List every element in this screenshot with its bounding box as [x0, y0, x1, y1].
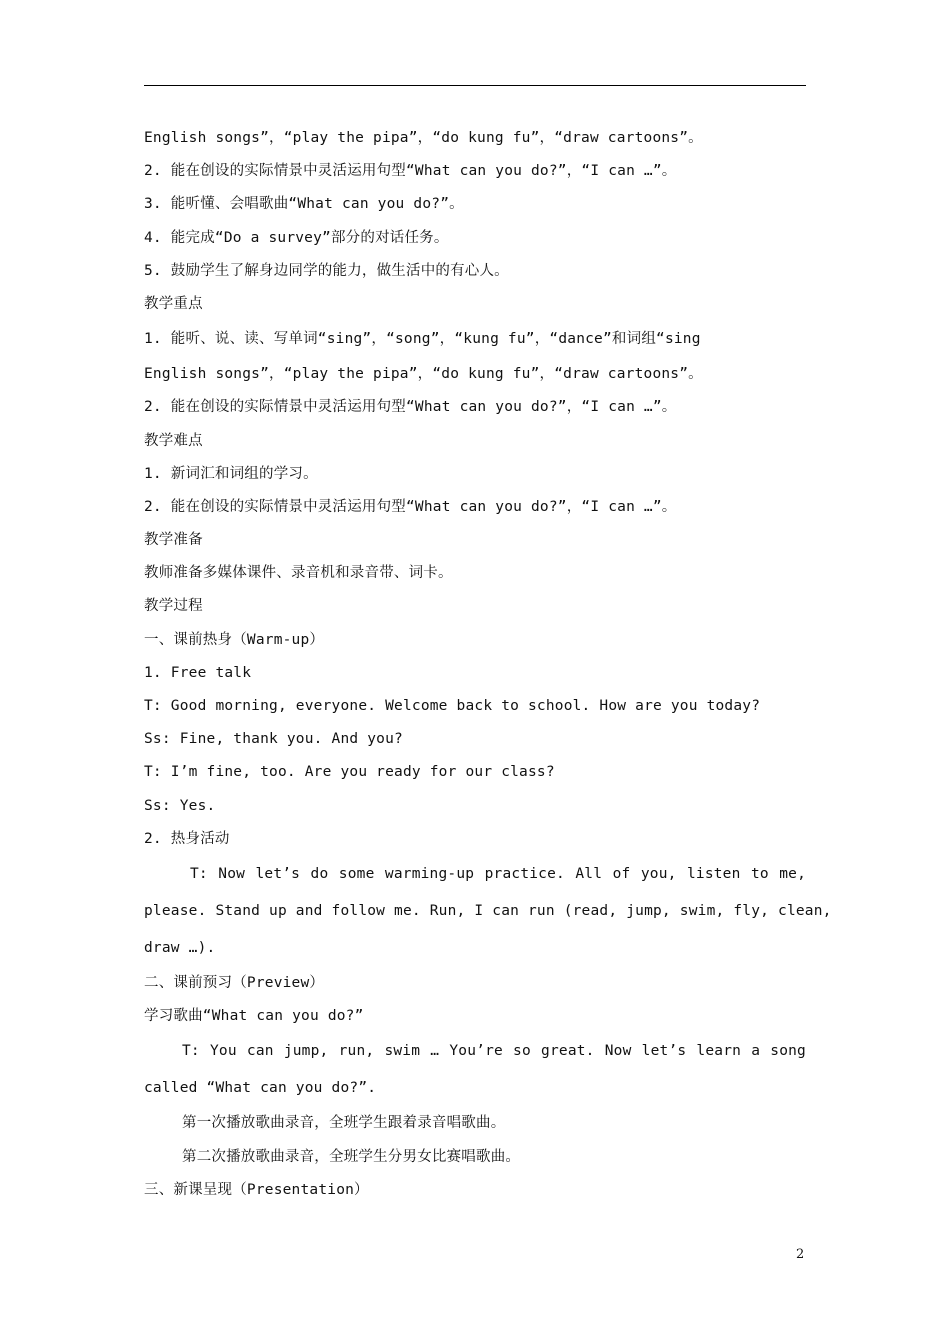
- text-line: 教师准备多媒体课件、录音机和录音带、词卡。: [144, 565, 453, 582]
- text-line: 3. 能听懂、会唱歌曲“What can you do?”。: [144, 196, 464, 213]
- section-heading: 教学过程: [144, 598, 203, 615]
- text-line: T: Now let’s do some warming-up practice. All of you, listen to me,: [190, 865, 806, 882]
- text-line: 5. 鼓励学生了解身边同学的能力，做生活中的有心人。: [144, 262, 509, 279]
- page-number: 2: [796, 1247, 805, 1262]
- text-line: T: You can jump, run, swim … You’re so great. Now let’s learn a song: [182, 1043, 806, 1060]
- text-line: 学习歌曲“What can you do?”: [144, 1008, 364, 1025]
- text-line: 1. 能听、说、读、写单词“sing”，“song”，“kung fu”，“dance”和词组“sing: [144, 331, 701, 348]
- text-line: 第一次播放歌曲录音，全班学生跟着录音唱歌曲。: [182, 1115, 506, 1132]
- text-line: please. Stand up and follow me. Run, I can run (read, jump, swim, fly, clean,: [144, 902, 832, 919]
- section-heading: 一、课前热身（Warm-up）: [144, 631, 325, 648]
- section-heading: 三、新课呈现（Presentation）: [144, 1181, 369, 1198]
- text-line: 2. 能在创设的实际情景中灵活运用句型“What can you do?”，“I can …”。: [144, 498, 677, 515]
- text-line: Ss: Yes.: [144, 797, 216, 814]
- text-line: 2. 热身活动: [144, 830, 230, 847]
- text-line: 第二次播放歌曲录音，全班学生分男女比赛唱歌曲。: [182, 1148, 521, 1165]
- section-heading: 教学重点: [144, 295, 203, 312]
- text-line: English songs”，“play the pipa”，“do kung fu”，“draw cartoons”。: [144, 366, 703, 383]
- text-line: called “What can you do?”.: [144, 1080, 377, 1097]
- text-line: 2. 能在创设的实际情景中灵活运用句型“What can you do?”，“I can …”。: [144, 399, 677, 416]
- text-line: 2. 能在创设的实际情景中灵活运用句型“What can you do?”，“I can …”。: [144, 163, 677, 180]
- text-line: 4. 能完成“Do a survey”部分的对话任务。: [144, 229, 449, 246]
- text-line: 1. 新词汇和词组的学习。: [144, 465, 318, 482]
- text-line: T: Good morning, everyone. Welcome back to school. How are you today?: [144, 698, 761, 714]
- section-heading: 教学准备: [144, 532, 203, 549]
- text-line: T: I’m fine, too. Are you ready for our class?: [144, 764, 555, 781]
- section-heading: 二、课前预习（Preview）: [144, 974, 325, 991]
- body-text: [144, 122, 832, 1207]
- section-heading: 教学难点: [144, 432, 203, 449]
- text-line: English songs”，“play the pipa”，“do kung fu”，“draw cartoons”。: [144, 130, 703, 146]
- header-rule: [144, 85, 806, 86]
- text-line: 1. Free talk: [144, 664, 252, 681]
- text-line: Ss: Fine, thank you. And you?: [144, 731, 403, 748]
- text-line: draw …).: [144, 939, 216, 956]
